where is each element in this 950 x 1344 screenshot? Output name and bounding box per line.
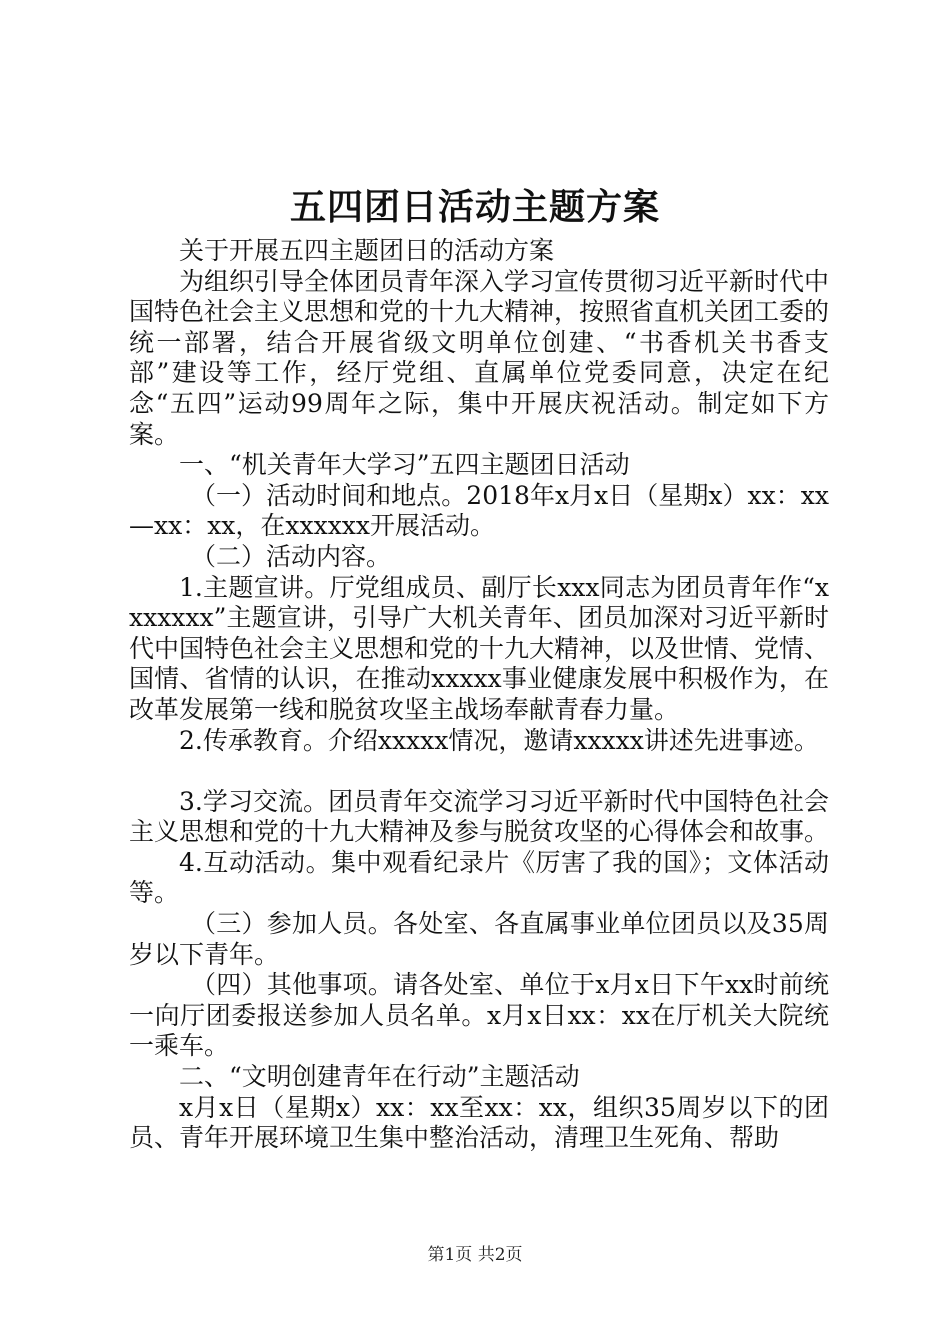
section-heading-2: 二、“文明创建青年在行动”主题活动	[179, 1062, 580, 1092]
paragraph-item-1: 1.主题宣讲。厅党组成员、副厅长xxx同志为团员青年作“xxxxxxx”主题宣讲，引导广大机关青年、团员加深对习近平新时代中国特色社会主义思想和党的十九大精神，以及世情、党情、国情、省情的认识，在推动xxxxx事业健康发展中积极作为，在改革发展第一线和脱贫攻坚主战场奉献青春力量。	[129, 572, 830, 724]
paragraph-time-place: （一）活动时间和地点。2018年x月x日（星期x）xx：xx—xx：xx，在xxxxxx开展活动。	[129, 480, 829, 541]
paragraph-item-3: 3.学习交流。团员青年交流学习习近平新时代中国特色社会主义思想和党的十九大精神及参与脱贫攻坚的心得体会和故事。	[129, 786, 830, 847]
paragraph-item-4: 4.互动活动。集中观看纪录片《厉害了我的国》；文体活动等。	[129, 847, 829, 908]
page-footer: 第1页 共2页	[427, 1245, 523, 1265]
document-body	[129, 236, 829, 1154]
paragraph-activity-2: x月x日（星期x）xx：xx至xx：xx，组织35周岁以下的团员、青年开展环境卫生集中整治活动，清理卫生死角、帮助	[129, 1092, 829, 1153]
paragraph-subtitle: 关于开展五四主题团日的活动方案	[179, 236, 555, 265]
section-heading-1: 一、“机关青年大学习”五四主题团日活动	[179, 450, 630, 480]
paragraph-participants: （三）参加人员。各处室、各直属事业单位团员以及35周岁以下青年。	[129, 909, 829, 969]
paragraph-other-matters: （四）其他事项。请各处室、单位于x月x日下午xx时前统一向厅团委报送参加人员名单。x月x日xx：xx在厅机关大院统一乘车。	[129, 970, 829, 1061]
paragraph-intro: 为组织引导全体团员青年深入学习宣传贯彻习近平新时代中国特色社会主义思想和党的十九大精神，按照省直机关团工委的统一部署，结合开展省级文明单位创建、“书香机关书香支部”建设等工作，经厅党组、直属单位党委同意，决定在纪念“五四”运动99周年之际，集中开展庆祝活动。制定如下方案。	[129, 266, 830, 449]
paragraph-content-heading: （二）活动内容。	[191, 541, 392, 571]
blank-line	[129, 756, 829, 787]
document-title: 五四团日活动主题方案	[289, 186, 660, 228]
paragraph-item-2: 2.传承教育。介绍xxxxx情况，邀请xxxxx讲述先进事迹。	[179, 725, 819, 755]
